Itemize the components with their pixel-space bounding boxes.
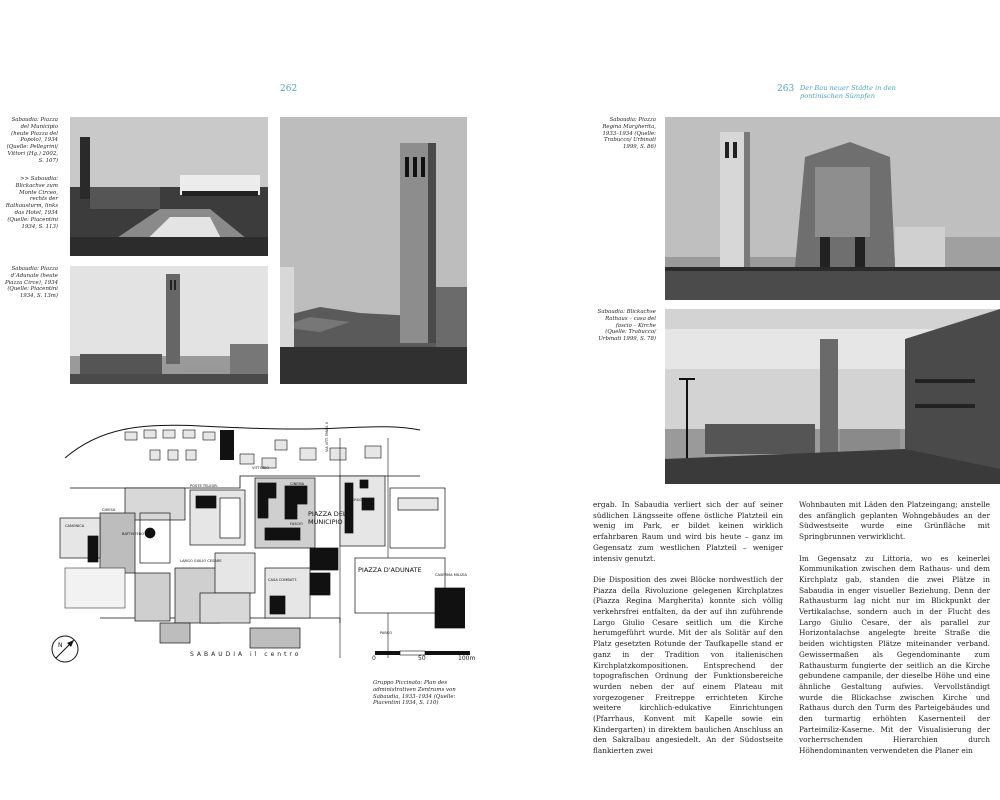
map-label-battistero: BATTISTERO bbox=[122, 532, 145, 536]
running-head: Der Bau neuer Städte in den pontinischen Sümpfen bbox=[800, 84, 896, 100]
photo-blickachse-rathaus-kirche bbox=[665, 309, 1000, 484]
map-label-gil: G.I.L. bbox=[310, 583, 320, 587]
caption-blickachse-rathaus: Sabaudia: Blickachse Rathaus – casa del fascio – Kirche (Quelle: Trabucco/ Urbinati 1999, S. 78) bbox=[597, 309, 656, 343]
map-label-fascio: FASCIO bbox=[290, 522, 303, 526]
photo-piazza-adunate bbox=[70, 266, 268, 384]
map-title: SABAUDIA il centro bbox=[190, 651, 302, 658]
caption-plan: Gruppo Piccinato: Plan des administrativen Zentrums von Sabaudia, 1933–1934 (Quelle: Piacentini 1934, S. 110) bbox=[373, 680, 456, 707]
caption-blickachse-circeo: >> Sabaudia: Blickachse zum Monte Circeo, rechts der Rathausturm, links das Hotel, 1934 (Quelle: Piacentini 1934, S. 113) bbox=[5, 176, 58, 230]
map-label-piazza-adunate: PIAZZA D'ADUNATE bbox=[358, 566, 422, 574]
north-arrow-icon bbox=[50, 634, 80, 664]
scale-100: 100m bbox=[458, 655, 476, 662]
map-label-albergo: ALBERGO bbox=[345, 498, 363, 502]
scale-bar bbox=[370, 648, 480, 662]
paragraph: ergab. In Sabaudia verliert sich der auf seiner südlichen Längsseite offene östliche Platzteil ein wenig im Park, er bildet keinen wirklich erfahrbaren Raum und wird bis heute – ganz im Gegensatz zum westlichen Platzteil – weniger intensiv genutzt. bbox=[593, 500, 783, 563]
paragraph: Im Gegensatz zu Littoria, wo es keinerlei Kommunikation zwischen dem Rathaus- und dem Kirchplatz gab, standen die zwei Plätze in Sabaudia in enger visueller Beziehung. Denn der Rathausturm lag nicht nur im Blickpunkt der Vertikalachse, sondern auch in der Flucht des Largo Giulio Cesare, der als parallel zur Horizontalachse angelegte breite Straße die beiden wichtigsten Plätze miteinander verband. Gewissermaßen als Gegendominante zum Rathausturm fungierte der seitlich an die Kirche gebundene campanile, der dieselbe Höhe und eine ähnliche Gestaltung aufwies. Vervollständigt wurde die Blickachse zwischen Kirche und Rathaus durch den Turm des Parteigebäudes und den turmartig erhöhten Kasernenteil der Parteimiliz-Kaserne. Mit der Visualisierung der vorherrschenden Hierarchien durch Höhendominanten verwendeten die Planer ein bbox=[799, 553, 990, 756]
map-label-postelegr: POSTE TELEGR. bbox=[190, 484, 218, 488]
caption-piazza-regina-margherita: Sabaudia: Piazza Regina Margherita, 1933–1934 (Quelle: Trabucco/ Urbinati 1999, S. 86) bbox=[602, 117, 656, 151]
map-label-parco: PARCO bbox=[380, 631, 393, 635]
map-label-combatt: CASA COMBATT. bbox=[268, 578, 298, 582]
map-label-largo: LARGO GIULIO CESARE bbox=[180, 559, 222, 563]
map-label-cinema: CINEMA bbox=[290, 482, 305, 486]
paragraph: Die Disposition des zwei Blöcke nordwestlich der Piazza della Rivoluzione gelegenen Kirchplatzes (Piazza Regina Margherita) konnte sich völlig verkehrsfrei entfalten, da der auf ihn zuführende Largo Giulio Cesare seitlich um die Kirche herumgeführt wurde. Mit der als Solitär auf den Platz gesetzten Rotunde der Taufkapelle stand er ganz in der Tradition von italienischen Kirchplatzkompositionen. Entsprechend der topografischen Ordnung der Funktionsbereiche wurden neben der auf einem Plateau mit vorgezogener Freitreppe errichteten Kirche weitere kirchlich-edukative Einrichtungen (Pfarrhaus, Konvent mit Kapelle sowie ein Kindergarten) in direktem baulichen Anschluss an den Sakralbau angesiedelt. An der Südostseite flankierten zwei bbox=[593, 574, 783, 756]
left-page-number: 262 bbox=[280, 84, 298, 94]
caption-piazza-adunate: Sabaudia: Piazza d’Adunate (heute Piazza Circe), 1934 (Quelle: Piacentini 1934, S. 13m) bbox=[4, 266, 58, 300]
scale-50: 50 bbox=[418, 655, 426, 662]
map-label-piazza-municipio: PIAZZA DEL MUNICIPIO bbox=[308, 510, 347, 526]
right-page-number: 263 bbox=[777, 84, 795, 94]
body-column-left bbox=[593, 500, 783, 757]
map-label-via-vittorio: VIA VITT. EMAN. II bbox=[325, 422, 329, 452]
scale-0: 0 bbox=[372, 655, 376, 662]
map-label-canonica: CANONICA bbox=[65, 524, 85, 528]
map-label-caserma: CASERMA MILIZIA bbox=[435, 573, 467, 577]
photo-piazza-municipio bbox=[70, 117, 268, 256]
site-plan bbox=[40, 418, 465, 666]
map-label-vittorio: VITTORIO bbox=[252, 466, 270, 470]
svg-text:N: N bbox=[58, 642, 63, 649]
map-label-chiesa: CHIESA bbox=[102, 508, 116, 512]
photo-rathausturm bbox=[280, 117, 467, 384]
caption-piazza-municipio: Sabaudia: Piazza del Municipio (heute Piazza del Popolo), 1934 (Quelle: Pellegrini/ Vittori (Hg.) 2002, S. 107) bbox=[6, 117, 58, 164]
body-column-right bbox=[799, 500, 990, 757]
photo-piazza-regina-margherita bbox=[665, 117, 1000, 300]
paragraph: Wohnbauten mit Läden den Platzeingang; anstelle des anfänglich geplanten Wohngebäudes an der Südwestseite wurde eine Grünfläche mit Springbrunnen verwirklicht. bbox=[799, 500, 990, 542]
